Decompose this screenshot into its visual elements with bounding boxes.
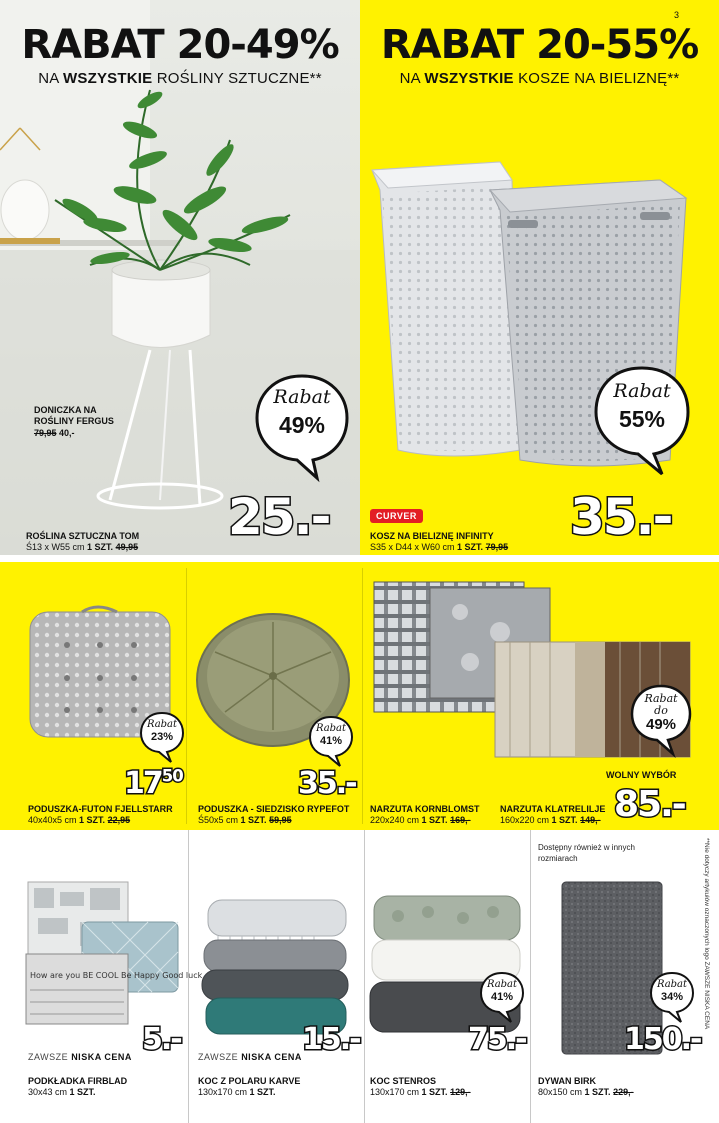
tom-unit: 1 SZT. — [87, 542, 114, 552]
fergus-name — [34, 405, 114, 427]
stenros-badge-top: Rabat — [486, 979, 518, 990]
baskets-panel — [360, 0, 719, 555]
firblad-size-line — [28, 1087, 96, 1098]
kornblomst-unit: 1 SZT. — [421, 815, 448, 825]
firblad-unit: 1 SZT. — [69, 1087, 96, 1097]
fjellstarr-price-cents: 50 — [161, 766, 183, 786]
bedspreads-price: 85.- — [614, 784, 685, 825]
firblad-niska: NISKA CENA — [71, 1052, 132, 1062]
kornblomst-name: NARZUTA KORNBLOMST — [370, 804, 480, 814]
klatrelilje-unit: 1 SZT. — [551, 815, 578, 825]
tom-old-price: 49,95 — [115, 542, 139, 552]
bedspreads-discount-badge — [628, 682, 694, 758]
fjellstarr-size: 40x40x5 cm — [28, 815, 77, 825]
kornblomst-old-price: 169,- — [450, 815, 471, 825]
infinity-unit: 1 SZT. — [457, 542, 484, 552]
tom-badge-bottom: 49% — [278, 412, 326, 438]
stenros-name: KOC STENROS — [370, 1076, 437, 1086]
tom-discount-badge — [253, 370, 351, 482]
birk-availability-note: Dostępny również w innych rozmiarach — [538, 843, 635, 863]
infinity-price: 35.- — [570, 488, 672, 546]
birk-price: 150.- — [624, 1022, 701, 1057]
stenros-size-line — [370, 1087, 471, 1098]
fergus-name-line2: ROŚLINY FERGUS — [34, 416, 114, 426]
kornblomst-size-line — [370, 815, 471, 826]
birk-size-line — [538, 1087, 634, 1098]
klatrelilje-size-line — [500, 815, 601, 826]
fergus-new-price: 40,- — [59, 428, 75, 438]
fjellstarr-badge-bottom: 23% — [150, 731, 174, 743]
tom-price: 25.- — [228, 488, 330, 546]
fjellstarr-name: PODUSZKA-FUTON FJELLSTARR — [28, 804, 173, 814]
left-banner-subline — [0, 70, 360, 87]
plants-panel — [0, 0, 360, 555]
rypefot-badge-bottom: 41% — [319, 735, 343, 747]
infinity-discount-badge — [592, 362, 692, 478]
birk-badge-top: Rabat — [656, 979, 688, 990]
middle-row-panel — [0, 562, 719, 830]
placemat-print-text: How are you BE COOL Be Happy Good luck — [30, 971, 203, 980]
firblad-name: PODKŁADKA FIRBLAD — [28, 1076, 128, 1086]
stenros-size: 130x170 cm — [370, 1087, 420, 1097]
left-sub-bold: WSZYSTKIE — [63, 70, 153, 87]
divider — [364, 830, 365, 1123]
karve-name: KOC Z POLARU KARVE — [198, 1076, 301, 1086]
right-banner-headline: RABAT 20-55% — [380, 22, 699, 68]
infinity-old-price: 79,95 — [485, 542, 509, 552]
fergus-name-line1: DONICZKA NA — [34, 405, 97, 415]
stenros-discount-badge — [478, 970, 526, 1024]
karve-niska: NISKA CENA — [241, 1052, 302, 1062]
divider — [186, 568, 187, 824]
left-sub-prefix: NA — [38, 70, 59, 87]
stenros-old-price: 129,- — [450, 1087, 471, 1097]
tom-size: Ś13 x W55 cm — [26, 542, 85, 552]
placemats-illustration — [24, 878, 203, 1028]
infinity-size: S35 x D44 x W60 cm — [370, 542, 455, 552]
fergus-prices — [34, 428, 75, 439]
karve-size: 130x170 cm — [198, 1087, 248, 1097]
curver-brand-logo: CURVER — [370, 509, 423, 523]
firblad-zawsze-logo — [28, 1052, 132, 1062]
right-sub-bold: WSZYSTKIE — [424, 70, 514, 87]
bedspreads-badge-bottom: 49% — [645, 716, 677, 733]
rypefot-name: PODUSZKA - SIEDZISKO RYPEFOT — [198, 804, 350, 814]
page-number: 3 — [673, 10, 679, 20]
fjellstarr-badge-top: Rabat — [146, 719, 178, 730]
divider — [362, 568, 363, 824]
divider — [530, 830, 531, 1123]
kornblomst-size: 220x240 cm — [370, 815, 420, 825]
right-banner-subline — [360, 70, 719, 87]
rypefot-size: Ś50x5 cm — [198, 815, 239, 825]
tom-name: ROŚLINA SZTUCZNA TOM — [26, 531, 140, 541]
left-sub-rest: ROŚLINY SZTUCZNE** — [156, 70, 322, 87]
stenros-badge-bottom: 41% — [490, 991, 514, 1003]
rypefot-size-line — [198, 815, 292, 826]
birk-size: 80x150 cm — [538, 1087, 583, 1097]
karve-size-line — [198, 1087, 276, 1098]
firblad-price: 5.- — [142, 1022, 181, 1057]
fleece-blankets-illustration — [198, 890, 358, 1040]
infinity-badge-top: Rabat — [613, 380, 671, 402]
firblad-zawsze: ZAWSZE — [28, 1052, 69, 1062]
bottom-row-panel — [0, 830, 719, 1123]
stenros-unit: 1 SZT. — [421, 1087, 448, 1097]
fjellstarr-size-line — [28, 815, 130, 826]
birk-name: DYWAN BIRK — [538, 1076, 596, 1086]
infinity-badge-bottom: 55% — [618, 406, 666, 432]
right-sub-prefix: NA — [399, 70, 420, 87]
bedspreads-badge-top: Rabat — [644, 692, 678, 705]
rypefot-price: 35.- — [298, 766, 356, 801]
right-sub-rest: KOSZE NA BIELIZNĘ** — [518, 70, 680, 87]
stenros-price: 75.- — [468, 1022, 526, 1057]
klatrelilje-name: NARZUTA KLATRELILJE — [500, 804, 606, 814]
karve-price: 15.- — [302, 1022, 360, 1057]
klatrelilje-size: 160x220 cm — [500, 815, 550, 825]
tom-badge-top: Rabat — [273, 386, 331, 408]
karve-zawsze: ZAWSZE — [198, 1052, 239, 1062]
tom-size-line — [26, 542, 138, 553]
klatrelilje-old-price: 149,- — [580, 815, 601, 825]
footnote-vertical: **Nie dotyczy artykułów oznaczonych logo ZAWSZE NISKA CENA — [703, 838, 710, 1030]
fergus-old-price: 79,95 — [34, 428, 57, 438]
infinity-name: KOSZ NA BIELIZNĘ INFINITY — [370, 531, 494, 541]
karve-zawsze-logo — [198, 1052, 302, 1062]
rypefot-badge-top: Rabat — [315, 723, 347, 734]
fjellstarr-discount-badge — [138, 710, 186, 764]
fjellstarr-old-price: 22,95 — [107, 815, 131, 825]
rypefot-discount-badge — [307, 714, 355, 768]
birk-discount-badge — [648, 970, 696, 1024]
karve-unit: 1 SZT. — [249, 1087, 276, 1097]
birk-unit: 1 SZT. — [584, 1087, 611, 1097]
birk-old-price: 229,- — [613, 1087, 634, 1097]
fjellstarr-price-main: 17 — [124, 766, 162, 801]
firblad-size: 30x43 cm — [28, 1087, 68, 1097]
bedspreads-badge-mid: do — [654, 704, 668, 717]
left-banner-headline: RABAT 20-49% — [21, 22, 339, 68]
infinity-size-line — [370, 542, 508, 553]
birk-badge-bottom: 34% — [660, 991, 684, 1003]
fjellstarr-unit: 1 SZT. — [79, 815, 106, 825]
rypefot-old-price: 59,95 — [269, 815, 292, 825]
rypefot-unit: 1 SZT. — [240, 815, 267, 825]
fjellstarr-price — [124, 766, 183, 801]
bedspreads-free-choice: WOLNY WYBÓR — [606, 770, 677, 780]
